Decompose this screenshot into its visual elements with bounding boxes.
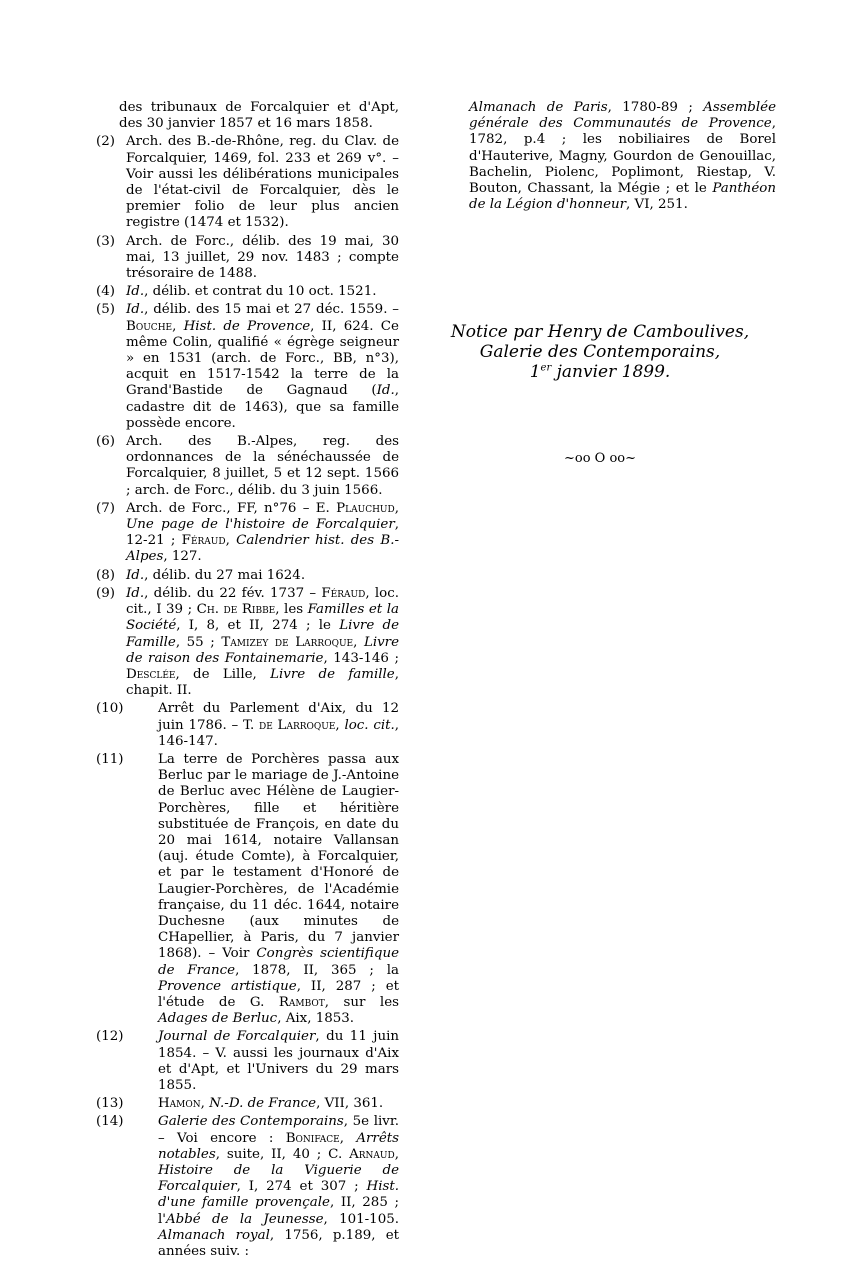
italic-title: Assemblée générale des Communautés de Provence xyxy=(469,100,776,132)
footnote-14-continuation xyxy=(469,100,776,213)
footnotes-left-column xyxy=(96,100,399,1262)
footnote-number: (4) xyxy=(96,284,115,300)
text: , 1782, p.4 ; les nobiliaires de Borel d'Hauterive, Magny, Gourdon de Genouillac, Bachelin, Piolenc, Poplimont, Riestap, V. Bouton, Chassant, la Mégie ; et le xyxy=(469,116,776,197)
footnote-3 xyxy=(96,234,399,283)
text: , 1780-89 ; xyxy=(607,100,704,115)
footnote-5 xyxy=(96,302,399,432)
footnote-12 xyxy=(96,1029,399,1094)
ornamental-separator: ~oo O oo~ xyxy=(563,451,636,466)
italic-title: Panthéon de la Légion d'honneur xyxy=(469,181,776,213)
footnote-number: (12) xyxy=(96,1029,124,1045)
footnote-text: Id., délib. et contrat du 10 oct. 1521. xyxy=(126,284,377,300)
footnote-text: Arch. de Forc., délib. des 19 mai, 30 mai, 13 juillet, 29 nov. 1483 ; compte trésoraire de 1488. xyxy=(126,233,399,282)
footnote-number: (7) xyxy=(96,500,115,516)
footnote-6 xyxy=(96,434,399,499)
footnote-number: (5) xyxy=(96,302,115,318)
footnote-number: (14) xyxy=(96,1114,124,1130)
footnote-text: Id., délib. du 27 mai 1624. xyxy=(126,567,306,583)
footnote-4 xyxy=(96,284,399,300)
footnote-text: Id., délib. du 22 fév. 1737 – Féraud, loc. cit., I 39 ; Ch. de Ribbe, les Familles et la Société, I, 8, et II, 274 ; le Livre de Famille, 55 ; Tamizey de Larroque, Livre de raison des Fontainemarie, 143-146 ; Desclée, de Lille, Livre de famille, chapit. II. xyxy=(126,585,400,699)
footnote-7 xyxy=(96,501,399,566)
footnote-13 xyxy=(96,1096,399,1112)
footnote-number: (8) xyxy=(96,567,115,583)
footnote-11 xyxy=(96,752,399,1027)
footnote-text: Arrêt du Parlement d'Aix, du 12 juin 1786. – T. de Larroque, loc. cit., 146-147. xyxy=(158,701,400,749)
footnote-number: (11) xyxy=(96,751,124,767)
footnote-8 xyxy=(96,568,399,584)
footnote-number: (6) xyxy=(96,434,115,450)
footnote-number: (3) xyxy=(96,233,115,249)
footnote-number: (9) xyxy=(96,585,115,601)
footnote-text: La terre de Porchères passa aux Berluc par le mariage de J.-Antoine de Berluc avec Hélène de Laugier-Porchères, fille et héritière substituée de François, en date du 20 mai 1614, notaire Vallansan (auj. étude Comte), à Forcalquier, et par le testament d'Honoré de Laugier-Porchères, de l'Académie française, du 11 déc. 1644, notaire Duchesne (aux minutes de CHapellier, à Paris, du 7 janvier 1868). – Voir Congrès scientifique de France, 1878, II, 365 ; la Provence artistique, II, 287 ; et l'étude de G. Rambot, sur les Adages de Berluc, Aix, 1853. xyxy=(158,751,399,1027)
notice-line-2: Galerie des Contemporains, xyxy=(479,342,721,362)
footnote-text: Id., délib. des 15 mai et 27 déc. 1559. – Bouche, Hist. de Provence, II, 624. Ce même Colin, qualifié « égrège seigneur » en 1531 (arch. de Forc., BB, n°3), acquit en 1517-1542 la terre de la Grand'Bastide de Gagnaud (Id., cadastre dit de 1463), que sa famille possède encore. xyxy=(126,302,399,431)
footnote-continuation: des tribunaux de Forcalquier et d'Apt, des 30 janvier 1857 et 16 mars 1858. xyxy=(119,100,399,132)
footnote-text: Hamon, N.-D. de France, VII, 361. xyxy=(158,1096,384,1112)
italic-title: Almanach de Paris xyxy=(469,100,608,115)
footnote-text: Arch. des B.-de-Rhône, reg. du Clav. de Forcalquier, 1469, fol. 233 et 269 v°. – Voir aussi les délibérations municipales de l'état-civil de Forcalquier, dès le premier folio de leur plus ancien registre (1474 et 1532). xyxy=(126,134,399,231)
footnote-2 xyxy=(96,134,399,231)
text: , VI, 251. xyxy=(626,197,688,213)
notice-attribution xyxy=(440,322,760,382)
footnote-text: Arch. de Forc., FF, n°76 – E. Plauchud, Une page de l'histoire de Forcalquier, 12-21 ; Féraud, Calendrier hist. des B.-Alpes, 127. xyxy=(126,500,399,565)
footnote-text: Arch. des B.-Alpes, reg. des ordonnances de la sénéchaussée de Forcalquier, 8 juillet, 5 et 12 sept. 1566 ; arch. de Forc., délib. du 3 juin 1566. xyxy=(126,434,399,498)
footnote-number: (2) xyxy=(96,134,115,150)
notice-line-3: 1er janvier 1899. xyxy=(529,362,671,382)
footnote-10 xyxy=(96,701,399,750)
footnote-text: Galerie des Contemporains, 5e livr. – Voi encore : Boniface, Arrêts notables, suite, II, 40 ; C. Arnaud, Histoire de la Viguerie de Forcalquier, I, 274 et 307 ; Hist. d'une famille provençale, II, 285 ; l'Abbé de la Jeunesse, 101-105. Almanach royal, 1756, p.189, et années suiv. : xyxy=(158,1114,400,1260)
footnote-text: Journal de Forcalquier, du 11 juin 1854. – V. aussi les journaux d'Aix et d'Apt, et l'Univers du 29 mars 1855. xyxy=(158,1029,399,1093)
footnote-14 xyxy=(96,1114,399,1260)
footnote-number: (13) xyxy=(96,1096,124,1112)
footnote-9 xyxy=(96,586,399,699)
footnote-number: (10) xyxy=(96,701,124,717)
notice-line-1: Notice par Henry de Camboulives, xyxy=(450,322,750,342)
